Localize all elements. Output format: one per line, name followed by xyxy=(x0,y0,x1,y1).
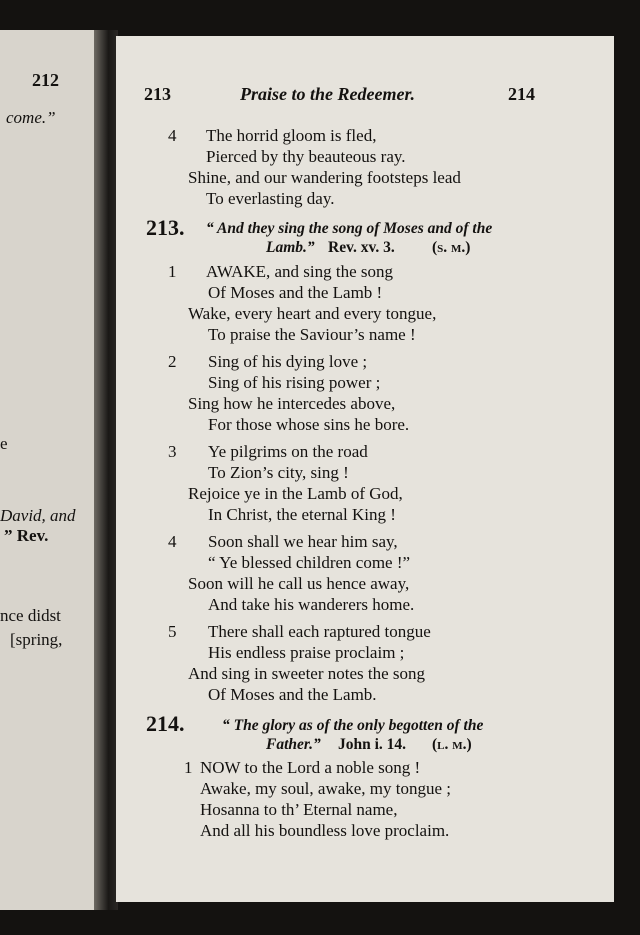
verse-line: Soon will he call us hence away, xyxy=(188,574,410,593)
verse-line: Hosanna to th’ Eternal name, xyxy=(200,800,398,819)
verse-line: To praise the Saviour’s name ! xyxy=(208,325,416,344)
verse-line: Soon shall we hear him say, xyxy=(208,532,398,551)
hymn-range-start: 213 xyxy=(144,84,171,104)
verse-line: For those whose sins he bore. xyxy=(208,415,410,434)
verse-number: 1 xyxy=(184,758,193,777)
verse-line: Wake, every heart and every tongue, xyxy=(188,304,437,323)
hymn-meter: (l. m.) xyxy=(432,736,472,753)
left-page-fragment: ” Rev. xyxy=(4,526,49,545)
verse-line: NOW to the Lord a noble song ! xyxy=(200,758,421,777)
verse-line: There shall each raptured tongue xyxy=(208,622,431,641)
book-gutter xyxy=(94,30,118,910)
verse-line: To Zion’s city, sing ! xyxy=(208,463,349,482)
scripture-reference: Rev. xv. 3. xyxy=(328,239,395,256)
hymn-meter: (s. m.) xyxy=(432,239,471,256)
verse-number: 2 xyxy=(168,352,177,371)
left-page-fragment: e xyxy=(0,434,8,453)
left-page-fragment: come.” xyxy=(6,108,56,127)
left-page-fragment: [spring, xyxy=(10,630,63,649)
verse-line: In Christ, the eternal King ! xyxy=(208,505,396,524)
verse-line: “ Ye blessed children come !” xyxy=(208,553,411,572)
verse-line: And sing in sweeter notes the song xyxy=(188,664,426,683)
verse-line: To everlasting day. xyxy=(206,189,335,208)
left-page-number: 212 xyxy=(32,70,59,90)
scripture-reference: John i. 14. xyxy=(338,736,407,753)
verse-line: Of Moses and the Lamb ! xyxy=(208,283,383,302)
verse-line: Sing of his rising power ; xyxy=(208,373,381,392)
verse-number: 4 xyxy=(168,532,177,551)
left-page xyxy=(0,30,100,910)
right-page xyxy=(116,36,614,902)
verse-number: 1 xyxy=(168,262,177,281)
verse-line: And take his wanderers home. xyxy=(208,595,415,614)
left-page-fragment: nce didst xyxy=(0,606,61,625)
verse-line: His endless praise proclaim ; xyxy=(208,643,405,662)
verse-number: 4 xyxy=(168,126,177,145)
hymn-number: 213. xyxy=(146,215,185,240)
verse-line: Sing how he intercedes above, xyxy=(188,394,396,413)
verse-line: And all his boundless love proclaim. xyxy=(200,821,450,840)
running-title: Praise to the Redeemer. xyxy=(240,84,415,104)
verse-line: Of Moses and the Lamb. xyxy=(208,685,377,704)
verse-line: AWAKE, and sing the song xyxy=(206,262,394,281)
verse-line: Sing of his dying love ; xyxy=(208,352,368,371)
hymn-title: “ And they sing the song of Moses and of the xyxy=(206,220,493,237)
hymn-title-end: Lamb.” xyxy=(266,239,315,256)
verse-number: 3 xyxy=(168,442,177,461)
hymn-number: 214. xyxy=(146,711,185,736)
verse-line: The horrid gloom is fled, xyxy=(206,126,377,145)
hymn-range-end: 214 xyxy=(508,84,535,104)
hymn-title-end: Father.” xyxy=(266,736,321,753)
hymn-text xyxy=(116,36,614,902)
verse-line: Ye pilgrims on the road xyxy=(208,442,368,461)
verse-number: 5 xyxy=(168,622,177,641)
hymn-title: “ The glory as of the only begotten of the xyxy=(222,717,484,734)
verse-line: Awake, my soul, awake, my tongue ; xyxy=(200,779,452,798)
verse-line: Rejoice ye in the Lamb of God, xyxy=(188,484,403,503)
verse-line: Pierced by thy beauteous ray. xyxy=(206,147,406,166)
left-page-fragment: David, and xyxy=(0,506,76,525)
verse-line: Shine, and our wandering footsteps lead xyxy=(188,168,461,187)
